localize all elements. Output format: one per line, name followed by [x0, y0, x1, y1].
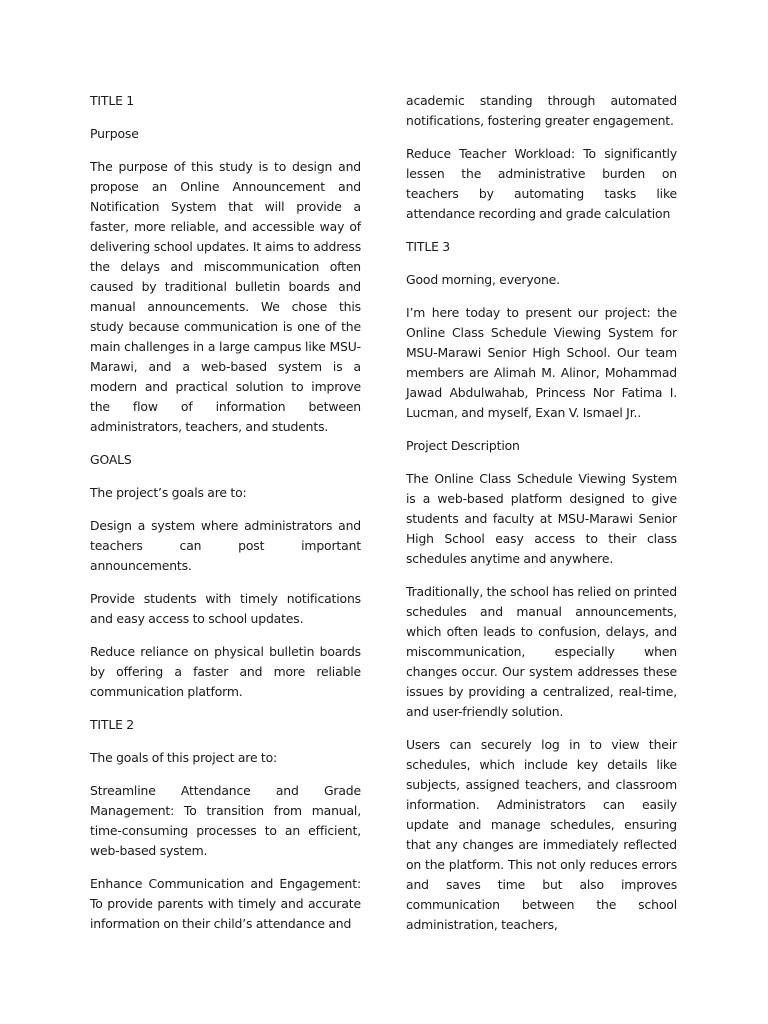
heading-title-2: TITLE 2	[90, 717, 134, 732]
heading-goals: GOALS	[90, 452, 132, 467]
left-column	[90, 91, 361, 947]
greeting-paragraph: Good morning, everyone.	[406, 272, 560, 287]
heading-title-3: TITLE 3	[406, 239, 450, 254]
goal-item-continued: academic standing through automated notifications, fostering greater engagement.	[406, 93, 677, 128]
goal-item: Provide students with timely notifications and easy access to school updates.	[90, 591, 361, 626]
goals-intro: The project’s goals are to:	[90, 485, 247, 500]
description-paragraph: The Online Class Schedule Viewing System is a web-based platform designed to give students and faculty at MSU-Marawi Senior High School easy access to their class schedules anytime and anywhere.	[406, 471, 677, 566]
title-2-intro: The goals of this project are to:	[90, 750, 278, 765]
heading-project-description: Project Description	[406, 438, 520, 453]
description-paragraph: Traditionally, the school has relied on printed schedules and manual announcements, which often leads to confusion, delays, and miscommunication, especially when changes occur. Our system addresses these issues by providing a centralized, real-time, and user-friendly solution.	[406, 584, 677, 719]
description-paragraph: Users can securely log in to view their schedules, which include key details like subjects, assigned teachers, and classroom information. Administrators can easily update and manage schedules, ensuring that any changes are immediately reflected on the platform. This not only reduces errors and saves time but also improves communication between the school administration, teachers,	[406, 737, 677, 932]
goal-item: Reduce Teacher Workload: To significantly lessen the administrative burden on teachers by automating tasks like attendance recording and grade calculation	[406, 146, 677, 221]
heading-purpose: Purpose	[90, 126, 139, 141]
goal-item: Reduce reliance on physical bulletin boards by offering a faster and more reliable communication platform.	[90, 644, 361, 699]
goal-item: Design a system where administrators and teachers can post important announcements.	[90, 518, 361, 573]
goal-item: Streamline Attendance and Grade Management: To transition from manual, time-consuming processes to an efficient, web-based system.	[90, 783, 361, 858]
goal-item: Enhance Communication and Engagement: To provide parents with timely and accurate information on their child’s attendance and	[90, 876, 361, 931]
purpose-paragraph: The purpose of this study is to design and propose an Online Announcement and Notification System that will provide a faster, more reliable, and accessible way of delivering school updates. It aims to address the delays and miscommunication often caused by traditional bulletin boards and manual announcements. We chose this study because communication is one of the main challenges in a large campus like MSU-Marawi, and a web-based system is a modern and practical solution to improve the flow of information between administrators, teachers, and students.	[90, 159, 361, 434]
heading-title-1: TITLE 1	[90, 93, 134, 108]
intro-paragraph: I’m here today to present our project: the Online Class Schedule Viewing System for MSU-Marawi Senior High School. Our team members are Alimah M. Alinor, Mohammad Jawad Abdulwahab, Princess Nor Fatima I. Lucman, and myself, Exan V. Ismael Jr..	[406, 305, 677, 420]
right-column	[406, 91, 677, 948]
